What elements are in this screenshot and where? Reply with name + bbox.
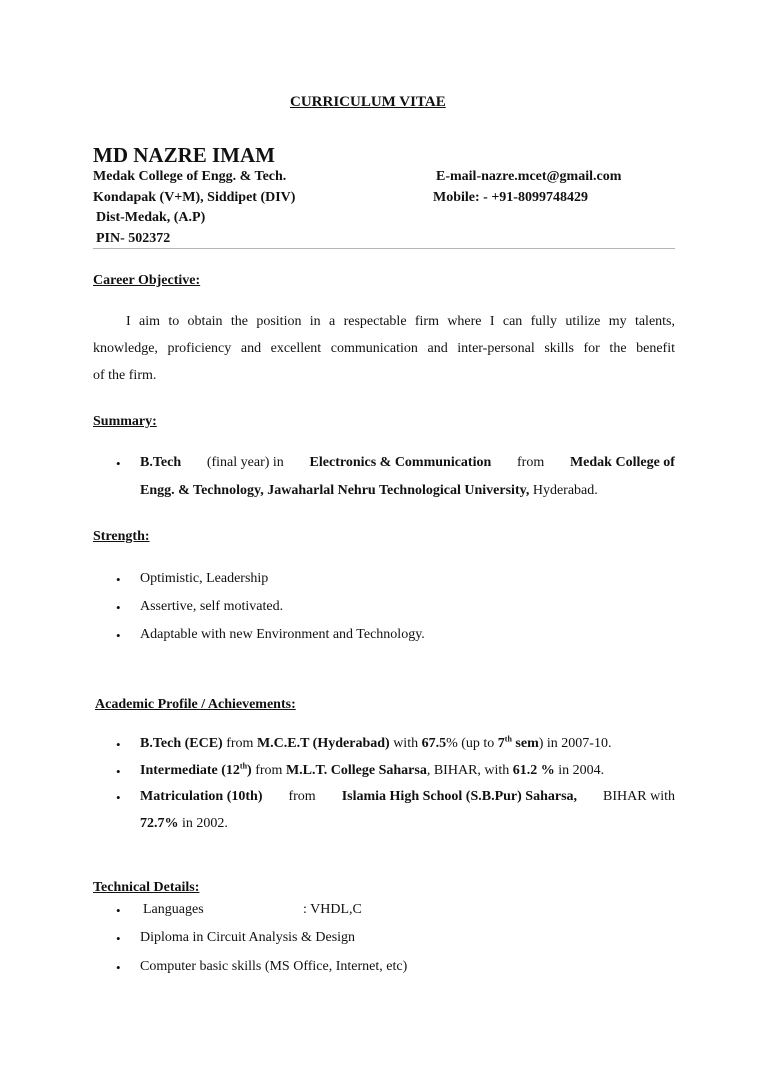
- pin-code: PIN- 502372: [96, 231, 171, 246]
- mobile: Mobile: - +91-8099748429: [433, 190, 588, 205]
- score: 72.7%: [140, 816, 179, 831]
- bullet-icon: •: [116, 628, 121, 643]
- college: Engg. & Technology, Jawaharlal Nehru Technological University,: [140, 483, 530, 498]
- academic-text: from: [288, 789, 316, 804]
- summary-city: Hyderabad.: [532, 483, 598, 498]
- branch: Electronics & Communication: [309, 455, 492, 470]
- technical-item: Computer basic skills (MS Office, Internet, etc): [140, 959, 408, 974]
- semester: [498, 736, 539, 751]
- strength-item: Assertive, self motivated.: [140, 599, 284, 614]
- academic-year: ) in 2007-10.: [538, 736, 612, 751]
- academic-text: with: [393, 736, 419, 751]
- career-objective-line: I aim to obtain the position in a respectable firm where I can fully utilize my talents,: [126, 314, 675, 329]
- academic-year: in 2002.: [182, 816, 228, 831]
- semester-number: 7: [497, 736, 505, 751]
- academic-item: [140, 763, 604, 779]
- page-title: CURRICULUM VITAE: [290, 94, 446, 110]
- institution: Islamia High School (S.B.Pur) Saharsa,: [341, 789, 578, 804]
- header-divider: [93, 248, 675, 249]
- academic-text: from: [255, 763, 283, 778]
- college: Medak College of: [569, 455, 675, 470]
- career-objective-heading: Career Objective:: [93, 273, 201, 288]
- degree-close: ): [247, 763, 252, 778]
- academic-item: [140, 789, 675, 805]
- academic-year: in 2004.: [558, 763, 605, 778]
- candidate-name: MD NAZRE IMAM: [93, 143, 275, 167]
- technical-heading: Technical Details:: [93, 880, 200, 895]
- degree-text: Intermediate (12: [140, 763, 240, 778]
- academic-heading: Academic Profile / Achievements:: [95, 697, 296, 712]
- summary-text: from: [517, 455, 545, 470]
- degree: B.Tech: [140, 455, 182, 470]
- summary-text: (final year) in: [206, 455, 284, 470]
- academic-text: , BIHAR, with: [426, 763, 510, 778]
- semester-suffix: th: [504, 734, 512, 744]
- score: 67.5: [421, 736, 447, 751]
- degree: [140, 763, 252, 778]
- strength-item: Adaptable with new Environment and Technology.: [140, 627, 425, 642]
- languages-value: : VHDL,C: [303, 902, 362, 917]
- academic-item: [140, 736, 611, 752]
- address-line: Kondapak (V+M), Siddipet (DIV): [93, 190, 296, 205]
- bullet-icon: •: [116, 903, 121, 918]
- academic-text: % (up to: [446, 736, 495, 751]
- degree: Matriculation (10th): [140, 789, 263, 804]
- college-name: Medak College of Engg. & Tech.: [93, 169, 287, 184]
- languages-label: Languages: [143, 902, 204, 917]
- strength-item: Optimistic, Leadership: [140, 571, 269, 586]
- summary-heading: Summary:: [93, 414, 157, 429]
- academic-text: from: [226, 736, 254, 751]
- bullet-icon: •: [116, 790, 121, 805]
- bullet-icon: •: [116, 960, 121, 975]
- bullet-icon: •: [116, 931, 121, 946]
- bullet-icon: •: [116, 600, 121, 615]
- bullet-icon: •: [116, 572, 121, 587]
- district: Dist-Medak, (A.P): [96, 210, 206, 225]
- summary-line: [140, 483, 598, 499]
- degree: B.Tech (ECE): [140, 736, 223, 751]
- email: E-mail-nazre.mcet@gmail.com: [436, 169, 622, 184]
- score: 61.2 %: [512, 763, 555, 778]
- institution: M.C.E.T (Hyderabad): [256, 736, 390, 751]
- institution: M.L.T. College Saharsa: [285, 763, 427, 778]
- bullet-icon: •: [116, 737, 121, 752]
- semester-label: sem: [515, 736, 539, 751]
- degree-suffix: th: [239, 761, 248, 771]
- bullet-icon: •: [116, 764, 121, 779]
- technical-item: Diploma in Circuit Analysis & Design: [140, 930, 356, 945]
- summary-line: [140, 455, 675, 471]
- bullet-icon: •: [116, 456, 121, 471]
- academic-item-continued: [140, 816, 228, 832]
- career-objective-line: of the firm.: [93, 368, 157, 383]
- strength-heading: Strength:: [93, 529, 150, 544]
- career-objective-line: knowledge, proficiency and excellent communication and inter-personal skills for the benefit: [93, 341, 675, 356]
- academic-text: BIHAR with: [603, 789, 675, 804]
